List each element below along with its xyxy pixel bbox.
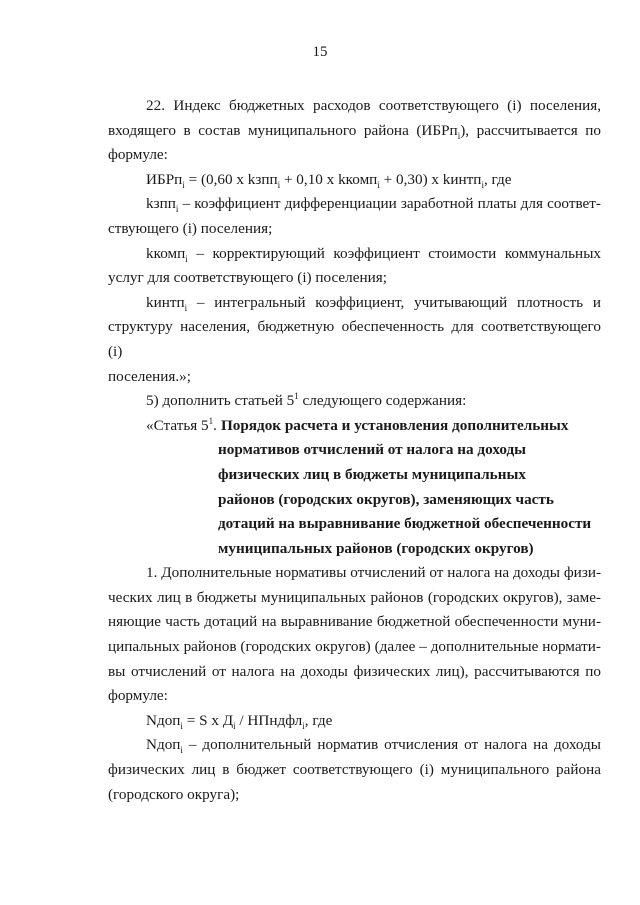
article-title-line: дотаций на выравнивание бюджетной обеспеченности (218, 515, 592, 533)
article-title-line: районов (городских округов), заменяющих часть (218, 490, 554, 508)
def-kkomp-line-2: услуг для соответствующего (i) поселения; (108, 269, 387, 287)
paragraph-1-line-2: ческих лиц в бюджеты муниципальных районов (городских округов), заме- (108, 588, 601, 606)
page-number: 15 (312, 44, 328, 60)
paragraph-1-line-1: 1. Дополнительные нормативы отчислений от налога на доходы физи- (146, 564, 601, 582)
def-kzpp-line-1: kзпп$_i$ – коэффициент дифференциации заработной платы для соответ- (146, 195, 601, 215)
paragraph-22-line-2: входящего в состав муниципального района (ИБРп$_i$), рассчитывается по (108, 121, 601, 141)
article-label: «Статья $5^1$. (146, 415, 217, 434)
article-title-line: Порядок расчета и установления дополнительных (220, 416, 569, 434)
paragraph-1-line-4: ципальных районов (городских округов) (далее – дополнительные нормати- (108, 638, 601, 656)
paragraph-22-line-1: 22. Индекс бюджетных расходов соответствующего (i) поселения, (146, 97, 601, 114)
page-content (108, 94, 601, 807)
paragraph-1-line-6: формуле: (108, 687, 168, 705)
article-title-line: физических лиц в бюджеты муниципальных (218, 465, 526, 483)
def-kzpp-line-2: ствующего (i) поселения; (108, 219, 273, 237)
paragraph-1-line-5: вы отчислений от налога на доходы физических лиц), рассчитываются по (108, 662, 601, 680)
article-title (221, 414, 569, 439)
def-ndop-line-2: физических лиц в бюджет соответствующего (i) муниципального района (108, 761, 601, 779)
def-kintp-line-1: kинтп$_i$ – интегральный коэффициент, учитывающий плотность и (146, 293, 601, 313)
formula-ndop: Nдоп$_i$ = S x $Д_i$ / НПндфл$_i$, где (146, 711, 333, 731)
def-kintp-line-2: структуру населения, бюджетную обеспеченность для соответствующего (i) (108, 318, 601, 360)
def-ndop-line-3: (городского округа); (108, 785, 240, 803)
article-heading (108, 414, 601, 562)
item-5: 5) дополнить статьей $5^1$ следующего содержания: (146, 391, 467, 410)
paragraph-1-line-3: няющие часть дотаций на выравнивание бюджетной обеспеченности муни- (108, 613, 601, 631)
article-title-line: муниципальных районов (городских округов) (218, 539, 534, 557)
article-title-rest (146, 438, 601, 561)
article-title-line: нормативов отчислений от налога на доходы (218, 441, 527, 459)
formula-ibr: ИБРп$_i$ = (0,60 x kзпп$_i$ + 0,10 x kкомп$_i$ + 0,30) x kинтп$_i$, где (146, 170, 512, 190)
def-kkomp-line-1: kкомп$_i$ – корректирующий коэффициент стоимости коммунальных (146, 244, 601, 264)
def-ndop-line-1: Nдоп$_i$ – дополнительный норматив отчисления от налога на доходы (146, 736, 601, 756)
def-kintp-line-3: поселения.»; (108, 367, 191, 385)
paragraph-22-line-3: формуле: (108, 146, 168, 164)
